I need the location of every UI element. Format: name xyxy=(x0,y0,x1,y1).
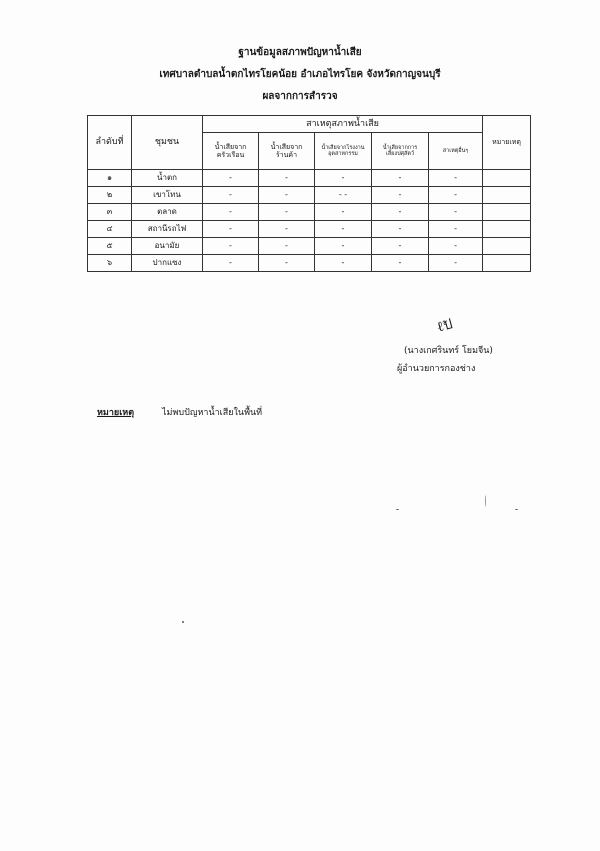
row-no: ๑ xyxy=(88,170,132,187)
table-row xyxy=(88,187,531,204)
row-community: ปากแซง xyxy=(132,255,203,272)
header-cause-livestock: น้ำเสียจากการ เลี้ยงปศุสัตว์ xyxy=(372,133,429,170)
row-no: ๓ xyxy=(88,204,132,221)
row-cell: - xyxy=(315,221,372,238)
row-cell: - xyxy=(259,187,315,204)
row-cell: - xyxy=(372,187,429,204)
row-cell: - xyxy=(429,170,483,187)
row-cell: - xyxy=(259,170,315,187)
row-remark xyxy=(483,221,531,238)
row-remark xyxy=(483,238,531,255)
scan-speck xyxy=(396,509,399,510)
row-cell: - xyxy=(315,170,372,187)
header-cause-other: สาเหตุอื่นๆ xyxy=(429,133,483,170)
row-cell: - xyxy=(372,170,429,187)
row-no: ๒ xyxy=(88,187,132,204)
note-label: หมายเหตุ xyxy=(97,408,135,418)
row-remark xyxy=(483,204,531,221)
header-cause-factory: น้ำเสียจากโรงงาน อุตสาหกรรม xyxy=(315,133,372,170)
document-section-title: ผลจากการสำรวจ xyxy=(262,91,338,102)
row-no: ๕ xyxy=(88,238,132,255)
table-row xyxy=(88,221,531,238)
row-cell: - xyxy=(372,238,429,255)
note-text: ไม่พบปัญหาน้ำเสียในพื้นที่ xyxy=(162,408,263,418)
row-cell: - xyxy=(259,221,315,238)
row-no: ๔ xyxy=(88,221,132,238)
row-cell: - xyxy=(203,221,259,238)
signatory-name: (นางเกศรินทร์ โยมจีน) xyxy=(404,346,493,356)
header-no: ลำดับที่ xyxy=(88,116,132,170)
row-community: น้ำตก xyxy=(132,170,203,187)
table-row xyxy=(88,255,531,272)
row-community: ตลาด xyxy=(132,204,203,221)
row-cell: - xyxy=(315,255,372,272)
row-cell: - xyxy=(372,221,429,238)
header-cause-household: น้ำเสียจาก ครัวเรือน xyxy=(203,133,259,170)
row-cell: - xyxy=(429,204,483,221)
scan-speck xyxy=(515,509,518,510)
row-cell: - xyxy=(315,204,372,221)
row-cell: - xyxy=(259,204,315,221)
row-community: เขาโทน xyxy=(132,187,203,204)
row-cell: - xyxy=(259,255,315,272)
row-cell: - xyxy=(315,238,372,255)
row-remark xyxy=(483,187,531,204)
row-remark xyxy=(483,255,531,272)
header-cause-shop: น้ำเสียจาก ร้านค้า xyxy=(259,133,315,170)
row-cell: - xyxy=(429,255,483,272)
scan-speck xyxy=(182,621,184,623)
row-cell: - xyxy=(372,204,429,221)
row-cell: - xyxy=(203,170,259,187)
row-cell: - xyxy=(429,187,483,204)
header-remark: หมายเหตุ xyxy=(483,116,531,170)
row-community: สถานีรถไฟ xyxy=(132,221,203,238)
document-title: ฐานข้อมูลสภาพปัญหาน้ำเสีย xyxy=(238,47,362,58)
row-no: ๖ xyxy=(88,255,132,272)
row-cell: - xyxy=(203,187,259,204)
row-cell: - xyxy=(203,204,259,221)
table-row xyxy=(88,238,531,255)
wastewater-survey-table xyxy=(87,115,531,272)
handwritten-signature: ℓ̃ป xyxy=(435,316,455,336)
row-cell: - xyxy=(429,238,483,255)
row-cell: - xyxy=(203,238,259,255)
row-cell: - xyxy=(259,238,315,255)
header-community: ชุมชน xyxy=(132,116,203,170)
scan-speck xyxy=(485,495,486,507)
signatory-position: ผู้อำนวยการกองช่าง xyxy=(397,364,476,374)
row-cell: - xyxy=(372,255,429,272)
document-subtitle: เทศบาลตำบลน้ำตกไทรโยคน้อย อำเภอไทรโยค จังหวัดกาญจนบุรี xyxy=(159,69,441,80)
header-cause-group: สาเหตุสภาพน้ำเสีย xyxy=(203,116,483,133)
row-remark xyxy=(483,170,531,187)
table-row xyxy=(88,204,531,221)
row-cell: - - xyxy=(315,187,372,204)
table-row xyxy=(88,170,531,187)
row-cell: - xyxy=(429,221,483,238)
row-cell: - xyxy=(203,255,259,272)
row-community: อนามัย xyxy=(132,238,203,255)
